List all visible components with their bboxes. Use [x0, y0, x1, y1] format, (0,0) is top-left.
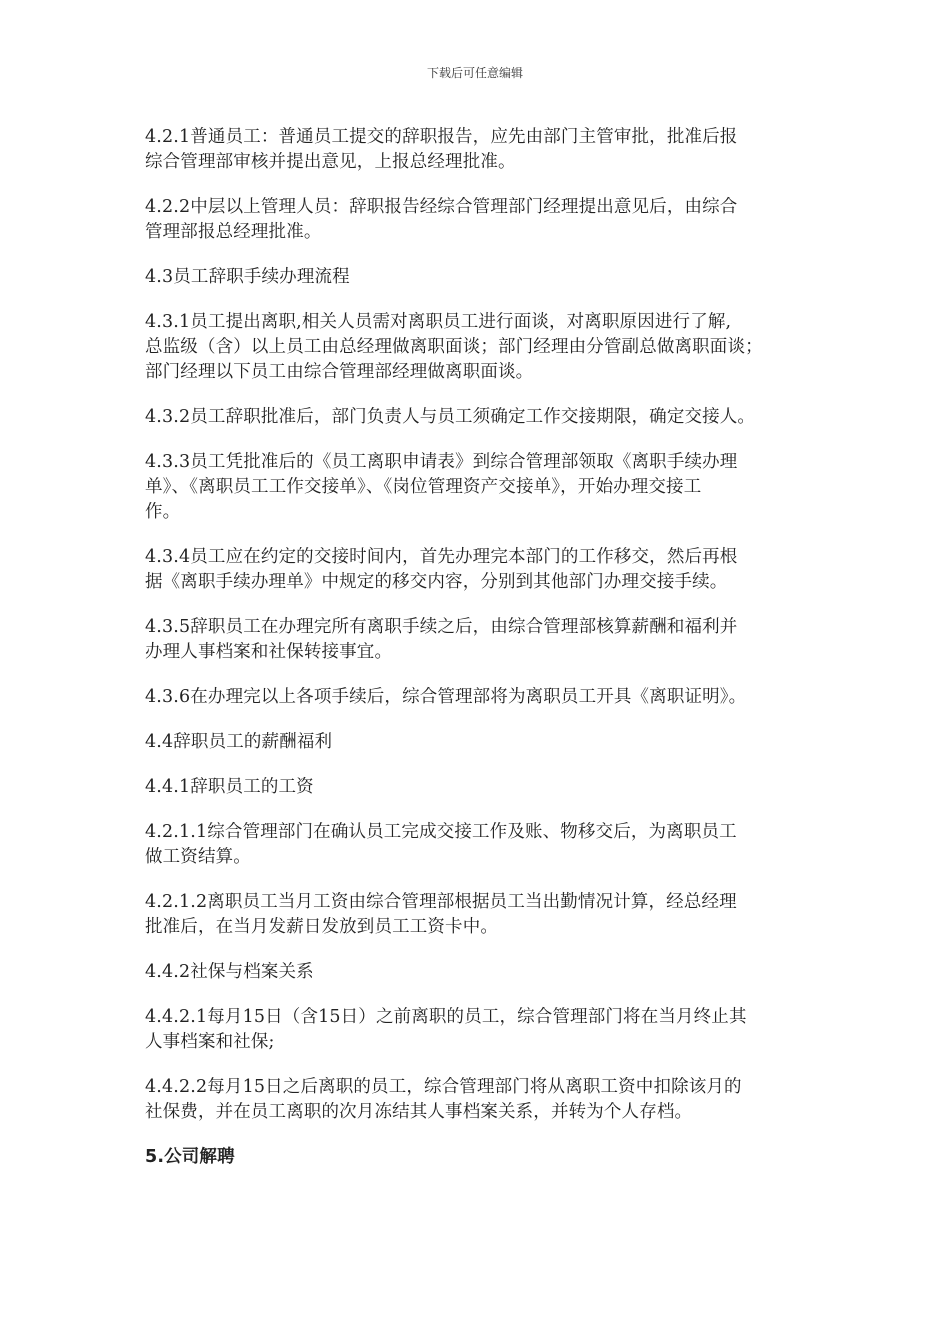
subheading-4-3: 4.3员工辞职手续办理流程: [145, 267, 350, 287]
paragraph-4-3-4: 4.3.4员工应在约定的交接时间内，首先办理完本部门的工作移交，然后再根 据《离职手续办理单》中规定的移交内容，分别到其他部门办理交接手续。: [145, 547, 738, 592]
subheading-4-4-2: 4.4.2社保与档案关系: [145, 962, 314, 982]
paragraph-4-2-1-2: 4.2.1.2离职员工当月工资由综合管理部根据员工当出勤情况计算，经总经理 批准后，在当月发薪日发放到员工工资卡中。: [145, 892, 737, 937]
paragraph-4-3-5: 4.3.5辞职员工在办理完所有离职手续之后，由综合管理部核算薪酬和福利并 办理人事档案和社保转接事宜。: [145, 617, 738, 662]
paragraph-4-4-2-1: 4.4.2.1每月15日（含15日）之前离职的员工，综合管理部门将在当月终止其 人事档案和社保;: [145, 1007, 747, 1052]
page-header: 下载后可任意编辑: [426, 66, 523, 80]
paragraph-4-2-1-1: 4.2.1.1综合管理部门在确认员工完成交接工作及账、物移交后，为离职员工 做工资结算。: [145, 822, 737, 867]
paragraph-4-4-2-2: 4.4.2.2每月15日之后离职的员工，综合管理部门将从离职工资中扣除该月的 社保费，并在员工离职的次月冻结其人事档案关系，并转为个人存档。: [145, 1077, 742, 1122]
paragraph-4-3-6: 4.3.6在办理完以上各项手续后，综合管理部将为离职员工开具《离职证明》。: [145, 687, 747, 707]
paragraph-4-3-2: 4.3.2员工辞职批准后，部门负责人与员工须确定工作交接期限，确定交接人。: [145, 407, 756, 427]
paragraph-4-2-1: 4.2.1普通员工：普通员工提交的辞职报告，应先由部门主管审批，批准后报 综合管理部审核并提出意见，上报总经理批准。: [145, 127, 738, 172]
paragraph-4-3-1: 4.3.1员工提出离职,相关人员需对离职员工进行面谈，对离职原因进行了解, 总监级（含）以上员工由总经理做离职面谈；部门经理由分管副总做离职面谈； 部门经理以下员工由综合管理部经理做离职面谈。: [145, 312, 763, 382]
paragraph-4-3-3: 4.3.3员工凭批准后的《员工离职申请表》到综合管理部领取《离职手续办理 单》、《离职员工工作交接单》、《岗位管理资产交接单》，开始办理交接工 作。: [145, 452, 738, 522]
subheading-4-4-1: 4.4.1辞职员工的工资: [145, 777, 314, 797]
paragraph-4-2-2: 4.2.2中层以上管理人员：辞职报告经综合管理部门经理提出意见后，由综合 管理部报总经理批准。: [145, 197, 738, 242]
document-body: [145, 125, 810, 1190]
subheading-4-4: 4.4辞职员工的薪酬福利: [145, 732, 333, 752]
section-heading: 5.公司解聘: [145, 1147, 235, 1167]
